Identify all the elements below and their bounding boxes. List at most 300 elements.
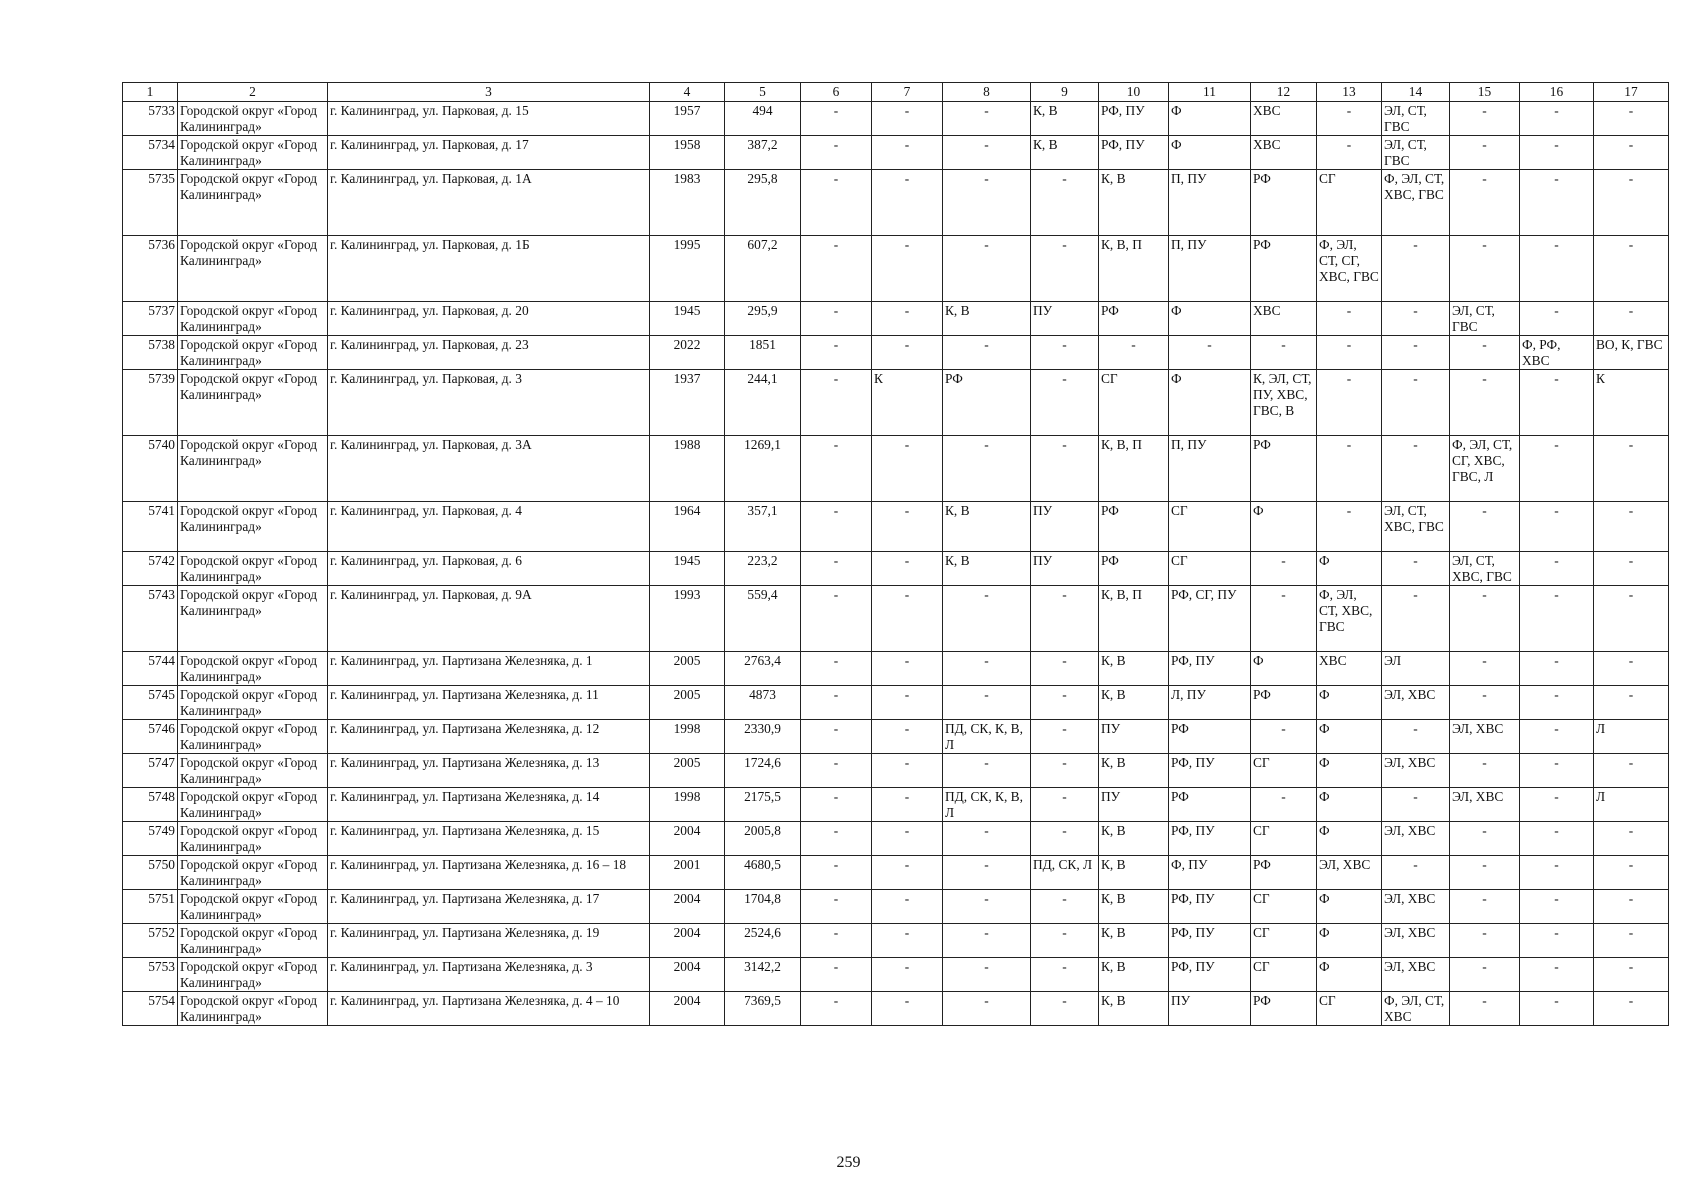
table-cell-col-5: 2330,9 bbox=[725, 720, 801, 754]
table-cell-col-5: 1724,6 bbox=[725, 754, 801, 788]
table-cell-col-10: СГ bbox=[1099, 370, 1169, 436]
table-cell-col-15: ЭЛ, ХВС bbox=[1450, 788, 1520, 822]
table-cell-col-14: ЭЛ, ХВС bbox=[1382, 958, 1450, 992]
table-cell-col-6: - bbox=[801, 856, 872, 890]
table-cell-col-1: 5747 bbox=[123, 754, 178, 788]
table-cell-col-2: Городской округ «Город Калининград» bbox=[178, 686, 328, 720]
table-cell-col-16: - bbox=[1520, 992, 1594, 1026]
table-cell-col-14: ЭЛ, СТ, ХВС, ГВС bbox=[1382, 502, 1450, 552]
table-cell-col-2: Городской округ «Город Калининград» bbox=[178, 890, 328, 924]
table-cell-col-17: К bbox=[1594, 370, 1669, 436]
table-body bbox=[123, 102, 1669, 1026]
table-cell-col-10: К, В bbox=[1099, 890, 1169, 924]
table-cell-col-12: РФ bbox=[1251, 236, 1317, 302]
table-cell-col-7: - bbox=[872, 924, 943, 958]
table-cell-col-13: Ф bbox=[1317, 958, 1382, 992]
table-cell-col-6: - bbox=[801, 502, 872, 552]
table-cell-col-17: - bbox=[1594, 136, 1669, 170]
table-cell-col-15: - bbox=[1450, 890, 1520, 924]
table-cell-col-7: - bbox=[872, 170, 943, 236]
table-cell-col-5: 3142,2 bbox=[725, 958, 801, 992]
table-cell-col-14: - bbox=[1382, 552, 1450, 586]
table-cell-col-12: - bbox=[1251, 586, 1317, 652]
table-cell-col-8: РФ bbox=[943, 370, 1031, 436]
table-cell-col-11: РФ, ПУ bbox=[1169, 822, 1251, 856]
table-cell-col-14: ЭЛ bbox=[1382, 652, 1450, 686]
table-cell-col-1: 5745 bbox=[123, 686, 178, 720]
table-cell-col-12: ХВС bbox=[1251, 102, 1317, 136]
table-cell-col-5: 559,4 bbox=[725, 586, 801, 652]
table-cell-col-11: Ф, ПУ bbox=[1169, 856, 1251, 890]
table-cell-col-7: - bbox=[872, 686, 943, 720]
table-cell-col-5: 244,1 bbox=[725, 370, 801, 436]
table-cell-col-11: СГ bbox=[1169, 552, 1251, 586]
table-cell-col-4: 1983 bbox=[650, 170, 725, 236]
table-cell-col-17: - bbox=[1594, 992, 1669, 1026]
table-cell-col-1: 5733 bbox=[123, 102, 178, 136]
table-cell-col-1: 5740 bbox=[123, 436, 178, 502]
table-cell-col-4: 2004 bbox=[650, 924, 725, 958]
table-cell-col-10: К, В bbox=[1099, 924, 1169, 958]
table-cell-col-3: г. Калининград, ул. Партизана Железняка, д. 16 – 18 bbox=[328, 856, 650, 890]
table-cell-col-6: - bbox=[801, 890, 872, 924]
table-cell-col-8: - bbox=[943, 586, 1031, 652]
table-cell-col-13: - bbox=[1317, 302, 1382, 336]
table-cell-col-17: Л bbox=[1594, 788, 1669, 822]
table-cell-col-8: - bbox=[943, 992, 1031, 1026]
table-cell-col-7: - bbox=[872, 958, 943, 992]
table-cell-col-1: 5752 bbox=[123, 924, 178, 958]
column-header-13: 13 bbox=[1317, 83, 1382, 102]
table-cell-col-12: СГ bbox=[1251, 924, 1317, 958]
column-header-9: 9 bbox=[1031, 83, 1099, 102]
table-cell-col-15: - bbox=[1450, 236, 1520, 302]
table-cell-col-1: 5742 bbox=[123, 552, 178, 586]
column-header-1: 1 bbox=[123, 83, 178, 102]
table-cell-col-12: Ф bbox=[1251, 502, 1317, 552]
table-cell-col-8: - bbox=[943, 236, 1031, 302]
table-cell-col-7: - bbox=[872, 236, 943, 302]
table-cell-col-4: 2004 bbox=[650, 890, 725, 924]
table-cell-col-5: 1704,8 bbox=[725, 890, 801, 924]
table-cell-col-17: - bbox=[1594, 102, 1669, 136]
table-cell-col-10: К, В, П bbox=[1099, 436, 1169, 502]
table-cell-col-1: 5750 bbox=[123, 856, 178, 890]
table-cell-col-5: 1851 bbox=[725, 336, 801, 370]
table-cell-col-2: Городской округ «Город Калининград» bbox=[178, 136, 328, 170]
table-cell-col-16: - bbox=[1520, 890, 1594, 924]
table-cell-col-9: - bbox=[1031, 436, 1099, 502]
table-cell-col-8: - bbox=[943, 102, 1031, 136]
table-cell-col-3: г. Калининград, ул. Парковая, д. 3А bbox=[328, 436, 650, 502]
column-header-3: 3 bbox=[328, 83, 650, 102]
table-cell-col-12: - bbox=[1251, 788, 1317, 822]
table-cell-col-17: - bbox=[1594, 236, 1669, 302]
table-cell-col-4: 1937 bbox=[650, 370, 725, 436]
table-cell-col-6: - bbox=[801, 302, 872, 336]
table-row bbox=[123, 652, 1669, 686]
table-cell-col-14: - bbox=[1382, 856, 1450, 890]
table-cell-col-6: - bbox=[801, 788, 872, 822]
table-cell-col-3: г. Калининград, ул. Партизана Железняка, д. 13 bbox=[328, 754, 650, 788]
table-cell-col-9: - bbox=[1031, 822, 1099, 856]
table-cell-col-15: - bbox=[1450, 652, 1520, 686]
table-cell-col-3: г. Калининград, ул. Партизана Железняка, д. 15 bbox=[328, 822, 650, 856]
table-cell-col-13: СГ bbox=[1317, 170, 1382, 236]
table-cell-col-13: - bbox=[1317, 502, 1382, 552]
table-cell-col-2: Городской округ «Город Калининград» bbox=[178, 336, 328, 370]
table-row bbox=[123, 552, 1669, 586]
table-cell-col-1: 5754 bbox=[123, 992, 178, 1026]
table-cell-col-6: - bbox=[801, 958, 872, 992]
table-cell-col-17: - bbox=[1594, 652, 1669, 686]
table-cell-col-5: 4680,5 bbox=[725, 856, 801, 890]
table-cell-col-17: - bbox=[1594, 686, 1669, 720]
table-cell-col-5: 295,8 bbox=[725, 170, 801, 236]
table-cell-col-11: РФ, ПУ bbox=[1169, 958, 1251, 992]
table-cell-col-9: - bbox=[1031, 958, 1099, 992]
table-cell-col-14: ЭЛ, СТ, ГВС bbox=[1382, 136, 1450, 170]
table-row bbox=[123, 822, 1669, 856]
table-cell-col-17: - bbox=[1594, 436, 1669, 502]
table-cell-col-17: - bbox=[1594, 170, 1669, 236]
table-cell-col-9: ПУ bbox=[1031, 552, 1099, 586]
table-cell-col-2: Городской округ «Город Калининград» bbox=[178, 586, 328, 652]
column-header-7: 7 bbox=[872, 83, 943, 102]
table-cell-col-6: - bbox=[801, 336, 872, 370]
table-cell-col-8: - bbox=[943, 958, 1031, 992]
table-cell-col-12: РФ bbox=[1251, 170, 1317, 236]
table-cell-col-11: РФ, ПУ bbox=[1169, 890, 1251, 924]
table-cell-col-2: Городской округ «Город Калининград» bbox=[178, 788, 328, 822]
table-cell-col-17: - bbox=[1594, 586, 1669, 652]
table-cell-col-4: 2005 bbox=[650, 686, 725, 720]
table-cell-col-11: СГ bbox=[1169, 502, 1251, 552]
table-cell-col-5: 295,9 bbox=[725, 302, 801, 336]
table-cell-col-7: - bbox=[872, 302, 943, 336]
table-cell-col-10: К, В, П bbox=[1099, 236, 1169, 302]
table-cell-col-8: - bbox=[943, 652, 1031, 686]
table-cell-col-17: ВО, К, ГВС bbox=[1594, 336, 1669, 370]
column-header-17: 17 bbox=[1594, 83, 1669, 102]
table-cell-col-15: - bbox=[1450, 336, 1520, 370]
table-cell-col-8: - bbox=[943, 336, 1031, 370]
table-cell-col-3: г. Калининград, ул. Парковая, д. 6 bbox=[328, 552, 650, 586]
table-cell-col-7: - bbox=[872, 754, 943, 788]
table-cell-col-1: 5749 bbox=[123, 822, 178, 856]
table-cell-col-17: - bbox=[1594, 958, 1669, 992]
table-cell-col-7: - bbox=[872, 720, 943, 754]
table-cell-col-4: 1958 bbox=[650, 136, 725, 170]
table-cell-col-4: 1988 bbox=[650, 436, 725, 502]
table-cell-col-15: ЭЛ, СТ, ГВС bbox=[1450, 302, 1520, 336]
table-cell-col-15: - bbox=[1450, 370, 1520, 436]
table-cell-col-7: - bbox=[872, 436, 943, 502]
table-cell-col-14: ЭЛ, ХВС bbox=[1382, 754, 1450, 788]
table-cell-col-12: Ф bbox=[1251, 652, 1317, 686]
table-row bbox=[123, 136, 1669, 170]
table-cell-col-14: Ф, ЭЛ, СТ, ХВС, ГВС bbox=[1382, 170, 1450, 236]
table-cell-col-3: г. Калининград, ул. Парковая, д. 15 bbox=[328, 102, 650, 136]
table-row bbox=[123, 856, 1669, 890]
table-cell-col-9: - bbox=[1031, 370, 1099, 436]
table-cell-col-6: - bbox=[801, 136, 872, 170]
table-cell-col-17: Л bbox=[1594, 720, 1669, 754]
table-cell-col-7: - bbox=[872, 336, 943, 370]
table-cell-col-16: - bbox=[1520, 788, 1594, 822]
table-cell-col-17: - bbox=[1594, 302, 1669, 336]
table-cell-col-3: г. Калининград, ул. Парковая, д. 17 bbox=[328, 136, 650, 170]
table-cell-col-6: - bbox=[801, 586, 872, 652]
table-cell-col-1: 5734 bbox=[123, 136, 178, 170]
table-cell-col-5: 2175,5 bbox=[725, 788, 801, 822]
table-row bbox=[123, 788, 1669, 822]
table-cell-col-13: Ф bbox=[1317, 686, 1382, 720]
table-cell-col-11: Ф bbox=[1169, 370, 1251, 436]
table-cell-col-16: - bbox=[1520, 102, 1594, 136]
table-cell-col-15: - bbox=[1450, 856, 1520, 890]
table-row bbox=[123, 236, 1669, 302]
table-cell-col-2: Городской округ «Город Калининград» bbox=[178, 958, 328, 992]
table-cell-col-9: - bbox=[1031, 788, 1099, 822]
table-cell-col-3: г. Калининград, ул. Партизана Железняка, д. 1 bbox=[328, 652, 650, 686]
table-cell-col-13: Ф bbox=[1317, 788, 1382, 822]
table-cell-col-8: - bbox=[943, 136, 1031, 170]
table-cell-col-1: 5748 bbox=[123, 788, 178, 822]
table-cell-col-4: 1964 bbox=[650, 502, 725, 552]
table-cell-col-4: 1995 bbox=[650, 236, 725, 302]
table-cell-col-10: РФ bbox=[1099, 302, 1169, 336]
table-cell-col-16: - bbox=[1520, 502, 1594, 552]
table-cell-col-14: ЭЛ, ХВС bbox=[1382, 822, 1450, 856]
table-cell-col-11: Ф bbox=[1169, 302, 1251, 336]
table-cell-col-11: ПУ bbox=[1169, 992, 1251, 1026]
table-cell-col-6: - bbox=[801, 370, 872, 436]
table-row bbox=[123, 890, 1669, 924]
table-cell-col-1: 5751 bbox=[123, 890, 178, 924]
table-cell-col-3: г. Калининград, ул. Парковая, д. 1А bbox=[328, 170, 650, 236]
table-cell-col-8: - bbox=[943, 686, 1031, 720]
table-cell-col-16: - bbox=[1520, 958, 1594, 992]
table-cell-col-10: ПУ bbox=[1099, 720, 1169, 754]
table-cell-col-3: г. Калининград, ул. Парковая, д. 23 bbox=[328, 336, 650, 370]
table-cell-col-16: - bbox=[1520, 754, 1594, 788]
table-cell-col-5: 2524,6 bbox=[725, 924, 801, 958]
table-cell-col-2: Городской округ «Город Калининград» bbox=[178, 754, 328, 788]
table-cell-col-16: - bbox=[1520, 436, 1594, 502]
table-cell-col-6: - bbox=[801, 754, 872, 788]
table-cell-col-6: - bbox=[801, 924, 872, 958]
table-cell-col-13: Ф bbox=[1317, 552, 1382, 586]
table-cell-col-13: - bbox=[1317, 136, 1382, 170]
table-cell-col-9: - bbox=[1031, 924, 1099, 958]
table-cell-col-12: СГ bbox=[1251, 754, 1317, 788]
table-cell-col-14: - bbox=[1382, 586, 1450, 652]
table-cell-col-15: - bbox=[1450, 586, 1520, 652]
table-cell-col-17: - bbox=[1594, 502, 1669, 552]
table-cell-col-2: Городской округ «Город Калининград» bbox=[178, 236, 328, 302]
table-cell-col-9: ПУ bbox=[1031, 502, 1099, 552]
table-cell-col-2: Городской округ «Город Калининград» bbox=[178, 924, 328, 958]
table-cell-col-8: ПД, СК, К, В, Л bbox=[943, 788, 1031, 822]
table-cell-col-14: - bbox=[1382, 720, 1450, 754]
table-cell-col-9: - bbox=[1031, 170, 1099, 236]
table-cell-col-9: - bbox=[1031, 992, 1099, 1026]
table-cell-col-7: - bbox=[872, 136, 943, 170]
table-cell-col-17: - bbox=[1594, 552, 1669, 586]
table-cell-col-11: РФ bbox=[1169, 788, 1251, 822]
table-cell-col-13: Ф bbox=[1317, 754, 1382, 788]
table-cell-col-12: СГ bbox=[1251, 958, 1317, 992]
table-cell-col-16: - bbox=[1520, 302, 1594, 336]
table-cell-col-14: ЭЛ, ХВС bbox=[1382, 686, 1450, 720]
table-cell-col-13: Ф bbox=[1317, 890, 1382, 924]
table-cell-col-14: ЭЛ, ХВС bbox=[1382, 890, 1450, 924]
table-cell-col-8: - bbox=[943, 924, 1031, 958]
table-cell-col-5: 387,2 bbox=[725, 136, 801, 170]
table-cell-col-8: - bbox=[943, 754, 1031, 788]
table-cell-col-16: - bbox=[1520, 720, 1594, 754]
table-cell-col-1: 5737 bbox=[123, 302, 178, 336]
table-cell-col-2: Городской округ «Город Калининград» bbox=[178, 102, 328, 136]
table-cell-col-16: - bbox=[1520, 236, 1594, 302]
table-cell-col-5: 223,2 bbox=[725, 552, 801, 586]
table-row bbox=[123, 170, 1669, 236]
table-cell-col-15: Ф, ЭЛ, СТ, СГ, ХВС, ГВС, Л bbox=[1450, 436, 1520, 502]
table-cell-col-12: ХВС bbox=[1251, 136, 1317, 170]
column-header-10: 10 bbox=[1099, 83, 1169, 102]
table-cell-col-3: г. Калининград, ул. Партизана Железняка, д. 4 – 10 bbox=[328, 992, 650, 1026]
table-cell-col-16: - bbox=[1520, 586, 1594, 652]
column-header-2: 2 bbox=[178, 83, 328, 102]
table-cell-col-4: 2004 bbox=[650, 822, 725, 856]
table-cell-col-14: - bbox=[1382, 370, 1450, 436]
table-cell-col-15: - bbox=[1450, 992, 1520, 1026]
table-cell-col-4: 2001 bbox=[650, 856, 725, 890]
table-cell-col-5: 607,2 bbox=[725, 236, 801, 302]
table-cell-col-9: ПУ bbox=[1031, 302, 1099, 336]
table-cell-col-13: ЭЛ, ХВС bbox=[1317, 856, 1382, 890]
table-cell-col-11: РФ, ПУ bbox=[1169, 754, 1251, 788]
table-cell-col-2: Городской округ «Город Калининград» bbox=[178, 856, 328, 890]
table-cell-col-11: П, ПУ bbox=[1169, 170, 1251, 236]
table-cell-col-5: 1269,1 bbox=[725, 436, 801, 502]
table-cell-col-15: - bbox=[1450, 822, 1520, 856]
table-cell-col-17: - bbox=[1594, 924, 1669, 958]
table-cell-col-11: РФ, ПУ bbox=[1169, 652, 1251, 686]
table-cell-col-16: - bbox=[1520, 170, 1594, 236]
table-row bbox=[123, 720, 1669, 754]
table-cell-col-7: - bbox=[872, 992, 943, 1026]
table-cell-col-3: г. Калининград, ул. Партизана Железняка, д. 17 bbox=[328, 890, 650, 924]
table-cell-col-13: - bbox=[1317, 102, 1382, 136]
table-cell-col-1: 5735 bbox=[123, 170, 178, 236]
table-cell-col-3: г. Калининград, ул. Парковая, д. 20 bbox=[328, 302, 650, 336]
table-cell-col-4: 1945 bbox=[650, 552, 725, 586]
table-cell-col-9: К, В bbox=[1031, 102, 1099, 136]
table-cell-col-11: Ф bbox=[1169, 136, 1251, 170]
table-row bbox=[123, 958, 1669, 992]
table-cell-col-5: 4873 bbox=[725, 686, 801, 720]
table-cell-col-5: 2763,4 bbox=[725, 652, 801, 686]
table-row bbox=[123, 502, 1669, 552]
table-cell-col-15: - bbox=[1450, 170, 1520, 236]
table-cell-col-15: - bbox=[1450, 502, 1520, 552]
table-cell-col-10: К, В bbox=[1099, 754, 1169, 788]
table-cell-col-10: РФ bbox=[1099, 552, 1169, 586]
table-cell-col-2: Городской округ «Город Калининград» bbox=[178, 822, 328, 856]
table-cell-col-4: 2004 bbox=[650, 958, 725, 992]
table-cell-col-1: 5746 bbox=[123, 720, 178, 754]
table-cell-col-7: - bbox=[872, 788, 943, 822]
column-header-6: 6 bbox=[801, 83, 872, 102]
table-cell-col-5: 494 bbox=[725, 102, 801, 136]
table-cell-col-12: РФ bbox=[1251, 856, 1317, 890]
table-cell-col-11: Л, ПУ bbox=[1169, 686, 1251, 720]
column-header-16: 16 bbox=[1520, 83, 1594, 102]
table-cell-col-9: - bbox=[1031, 754, 1099, 788]
table-cell-col-2: Городской округ «Город Калининград» bbox=[178, 170, 328, 236]
table-cell-col-14: - bbox=[1382, 788, 1450, 822]
table-cell-col-6: - bbox=[801, 102, 872, 136]
table-cell-col-8: ПД, СК, К, В, Л bbox=[943, 720, 1031, 754]
table-row bbox=[123, 754, 1669, 788]
table-cell-col-6: - bbox=[801, 652, 872, 686]
table-cell-col-6: - bbox=[801, 720, 872, 754]
table-cell-col-10: К, В bbox=[1099, 686, 1169, 720]
table-cell-col-1: 5753 bbox=[123, 958, 178, 992]
table-cell-col-13: Ф, ЭЛ, СТ, ХВС, ГВС bbox=[1317, 586, 1382, 652]
table-cell-col-10: К, В, П bbox=[1099, 586, 1169, 652]
table-cell-col-6: - bbox=[801, 236, 872, 302]
table-cell-col-10: - bbox=[1099, 336, 1169, 370]
table-cell-col-7: - bbox=[872, 102, 943, 136]
table-cell-col-3: г. Калининград, ул. Парковая, д. 9А bbox=[328, 586, 650, 652]
table-cell-col-5: 7369,5 bbox=[725, 992, 801, 1026]
table-cell-col-16: - bbox=[1520, 822, 1594, 856]
table-cell-col-4: 1993 bbox=[650, 586, 725, 652]
table-cell-col-4: 2005 bbox=[650, 652, 725, 686]
table-cell-col-5: 357,1 bbox=[725, 502, 801, 552]
table-cell-col-9: - bbox=[1031, 336, 1099, 370]
table-cell-col-7: - bbox=[872, 586, 943, 652]
table-cell-col-2: Городской округ «Город Калининград» bbox=[178, 992, 328, 1026]
table-cell-col-4: 2005 bbox=[650, 754, 725, 788]
table-cell-col-16: - bbox=[1520, 686, 1594, 720]
table-row bbox=[123, 102, 1669, 136]
table-cell-col-11: П, ПУ bbox=[1169, 236, 1251, 302]
table-cell-col-12: - bbox=[1251, 336, 1317, 370]
table-cell-col-4: 1957 bbox=[650, 102, 725, 136]
table-cell-col-10: К, В bbox=[1099, 822, 1169, 856]
column-header-4: 4 bbox=[650, 83, 725, 102]
table-cell-col-12: СГ bbox=[1251, 822, 1317, 856]
table-cell-col-17: - bbox=[1594, 754, 1669, 788]
table-row bbox=[123, 924, 1669, 958]
table-cell-col-15: - bbox=[1450, 136, 1520, 170]
table-cell-col-13: - bbox=[1317, 336, 1382, 370]
table-cell-col-11: П, ПУ bbox=[1169, 436, 1251, 502]
table-cell-col-3: г. Калининград, ул. Партизана Железняка, д. 19 bbox=[328, 924, 650, 958]
table-cell-col-8: К, В bbox=[943, 302, 1031, 336]
table-cell-col-15: - bbox=[1450, 102, 1520, 136]
column-header-14: 14 bbox=[1382, 83, 1450, 102]
table-cell-col-2: Городской округ «Город Калининград» bbox=[178, 720, 328, 754]
table-row bbox=[123, 686, 1669, 720]
table-cell-col-4: 2004 bbox=[650, 992, 725, 1026]
table-cell-col-11: РФ, ПУ bbox=[1169, 924, 1251, 958]
table-cell-col-12: ХВС bbox=[1251, 302, 1317, 336]
